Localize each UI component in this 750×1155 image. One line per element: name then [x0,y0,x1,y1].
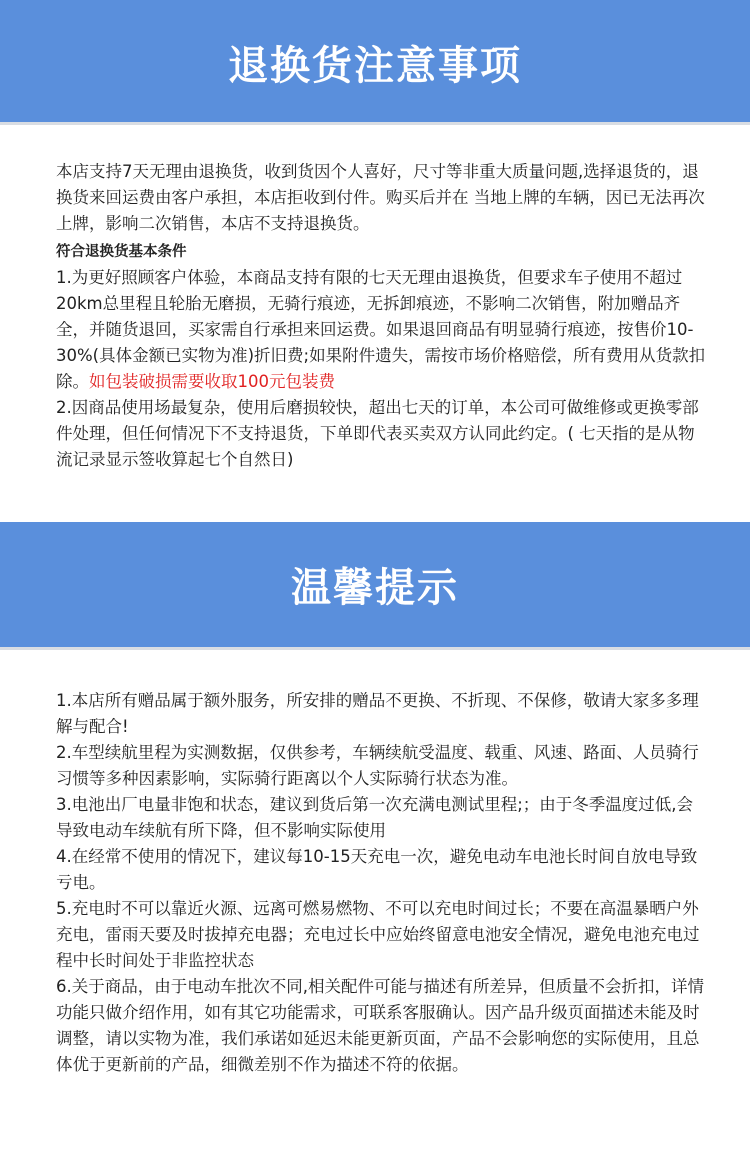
tips-title: 温馨提示 [291,565,459,611]
tip-item: 3.电池出厂电量非饱和状态，建议到货后第一次充满电测试里程;；由于冬季温度过低,会导致电动车续航有所下降，但不影响实际使用 [56,795,694,840]
return-policy-title: 退换货注意事项 [228,42,522,89]
tip-item: 4.在经常不使用的情况下，建议每10-15天充电一次，避免电动车电池长时间自放电导致亏电。 [56,847,698,892]
packaging-fee-notice: 如包装破损需要收取100元包装费 [89,372,335,391]
return-policy-banner [0,0,750,125]
tips-content [56,688,706,1078]
return-policy-intro: 本店支持7天无理由退换货，收到货因个人喜好，尺寸等非重大质量问题,选择退货的，退换货来回运费由客户承担，本店拒收到付件。购买后并在 当地上牌的车辆，因已无法再次上牌，影响二次销售，本店不支持退换货。 [56,162,705,233]
return-conditions-heading: 符合退换货基本条件 [56,244,187,260]
return-condition-item-2: 2.因商品使用场最复杂，使用后磨损较快，超出七天的订单，本公司可做维修或更换零部件处理，但任何情况下不支持退货，下单即代表买卖双方认同此约定。( 七天指的是从物流记录显示签收算起七个自然日) [56,398,699,469]
return-policy-content [56,159,706,473]
return-condition-item-1 [56,265,706,395]
tips-banner [0,522,750,650]
tip-item: 5.充电时不可以靠近火源、远离可燃易燃物、不可以充电时间过长；不要在高温暴晒户外充电，雷雨天要及时拔掉充电器；充电过长中应始终留意电池安全情况，避免电池充电过程中长时间处于非监控状态 [56,899,700,970]
tip-item: 6.关于商品，由于电动车批次不同,相关配件可能与描述有所差异，但质量不会折扣，详情功能只做介绍作用，如有其它功能需求，可联系客服确认。因产品升级页面描述未能及时调整，请以实物为准，我们承诺如延迟未能更新页面，产品不会影响您的实际使用，且总体优于更新前的产品，细微差别不作为描述不符的依据。 [56,977,704,1074]
tip-item: 2.车型续航里程为实测数据，仅供参考，车辆续航受温度、载重、风速、路面、人员骑行习惯等多种因素影响，实际骑行距离以个人实际骑行状态为准。 [56,743,699,788]
tip-item: 1.本店所有赠品属于额外服务，所安排的赠品不更换、不折现、不保修，敬请大家多多理解与配合! [56,691,699,736]
return-condition-item-1-text: 1.为更好照顾客户体验，本商品支持有限的七天无理由退换货，但要求车子使用不超过20km总里程且轮胎无磨损，无骑行痕迹，无拆卸痕迹，不影响二次销售，附加赠品齐全，并随货退回，买家需自行承担来回运费。如果退回商品有明显骑行痕迹，按售价10-30%(具体金额已实物为准)折旧费;如果附件遗失，需按市场价格赔偿，所有费用从货款扣除。 [56,268,706,391]
